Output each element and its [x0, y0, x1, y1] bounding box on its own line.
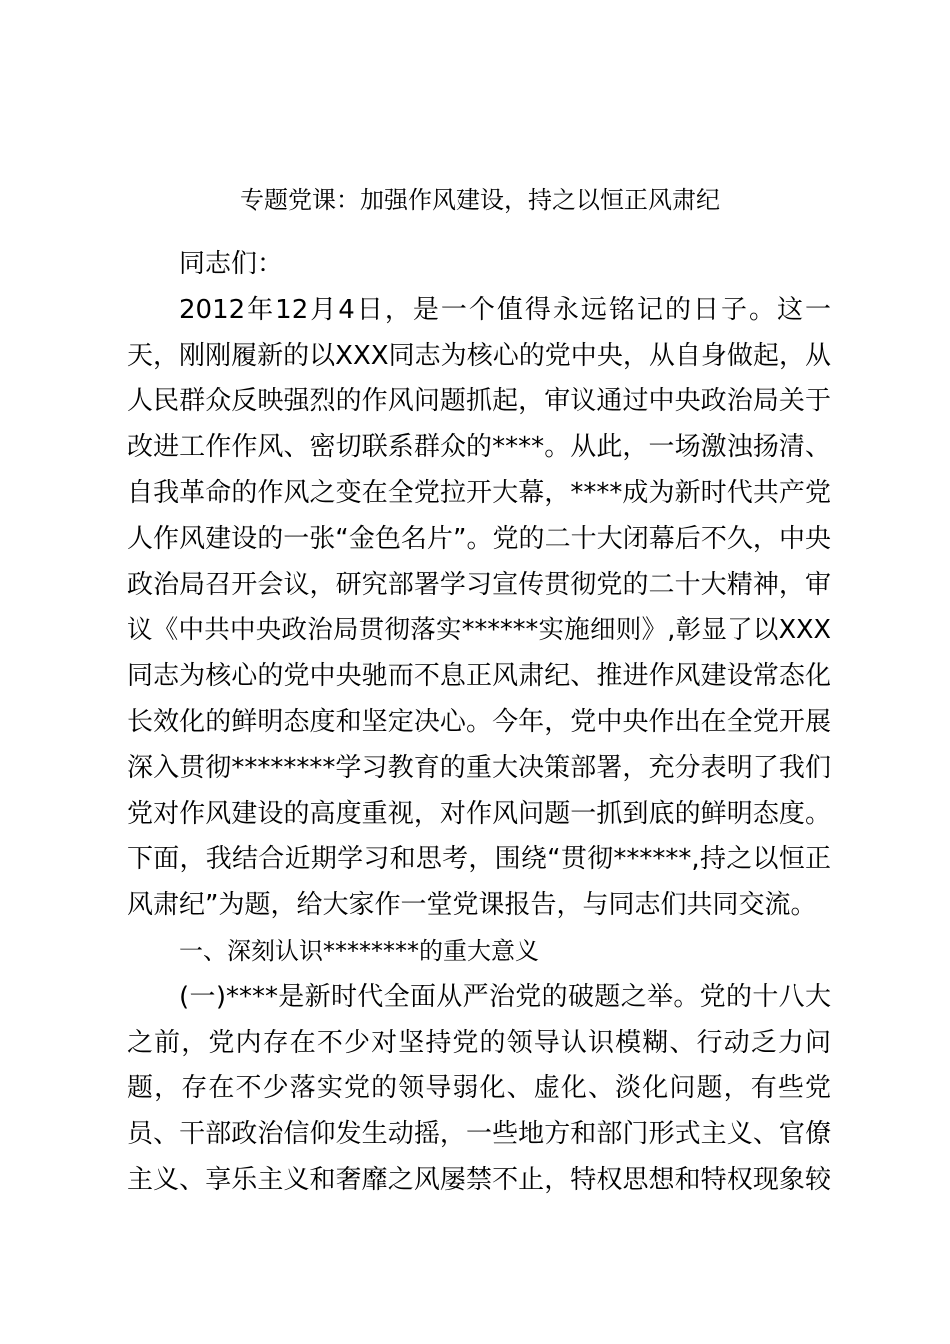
paragraph-line: 2012年12月4日，是一个值得永远铭记的日子。这一	[179, 294, 831, 325]
paragraph-line: 天，刚刚履新的以XXX同志为核心的党中央，从自身做起，从	[127, 340, 831, 371]
paragraph-line: 人民群众反映强烈的作风问题抓起，审议通过中央政治局关于	[127, 386, 831, 417]
paragraph-line: 自我革命的作风之变在全党拉开大幕，****成为新时代共产党	[127, 477, 831, 508]
section-heading: 一、深刻认识********的重大意义	[179, 936, 539, 965]
paragraph-line: 题，存在不少落实党的领导弱化、虚化、淡化问题，有些党	[127, 1073, 831, 1104]
paragraph-line: 之前，党内存在不少对坚持党的领导认识模糊、行动乏力问	[127, 1027, 831, 1058]
paragraph-line: 政治局召开会议，研究部署学习宣传贯彻党的二十大精神，审	[127, 569, 831, 600]
paragraph-line: 主义、享乐主义和奢靡之风屡禁不止，特权思想和特权现象较	[127, 1164, 831, 1195]
paragraph-line: (一)****是新时代全面从严治党的破题之举。党的十八大	[179, 981, 831, 1012]
paragraph-line: 党对作风建设的高度重视，对作风问题一抓到底的鲜明态度。	[127, 798, 831, 829]
paragraph-line: 员、干部政治信仰发生动摇，一些地方和部门形式主义、官僚	[127, 1119, 831, 1150]
paragraph-line: 议《中共中央政治局贯彻落实******实施细则》,彰显了以XXX	[127, 615, 831, 646]
paragraph-line: 风肃纪”为题，给大家作一堂党课报告，与同志们共同交流。	[127, 890, 817, 921]
paragraph-line: 同志为核心的党中央驰而不息正风肃纪、推进作风建设常态化	[127, 661, 831, 692]
paragraph-line: 下面，我结合近期学习和思考，围绕“贯彻******,持之以恒正	[127, 844, 831, 875]
paragraph-line: 同志们：	[179, 249, 284, 279]
paragraph-line: 长效化的鲜明态度和坚定决心。今年，党中央作出在全党开展	[127, 706, 831, 737]
document-body	[127, 242, 831, 1204]
paragraph-line: 人作风建设的一张“金色名片”。党的二十大闭幕后不久，中央	[127, 523, 831, 554]
document-title: 专题党课：加强作风建设，持之以恒正风肃纪	[240, 186, 720, 214]
paragraph-line: 深入贯彻********学习教育的重大决策部署，充分表明了我们	[127, 752, 831, 783]
paragraph-line: 改进工作作风、密切联系群众的****。从此，一场激浊扬清、	[127, 432, 831, 463]
